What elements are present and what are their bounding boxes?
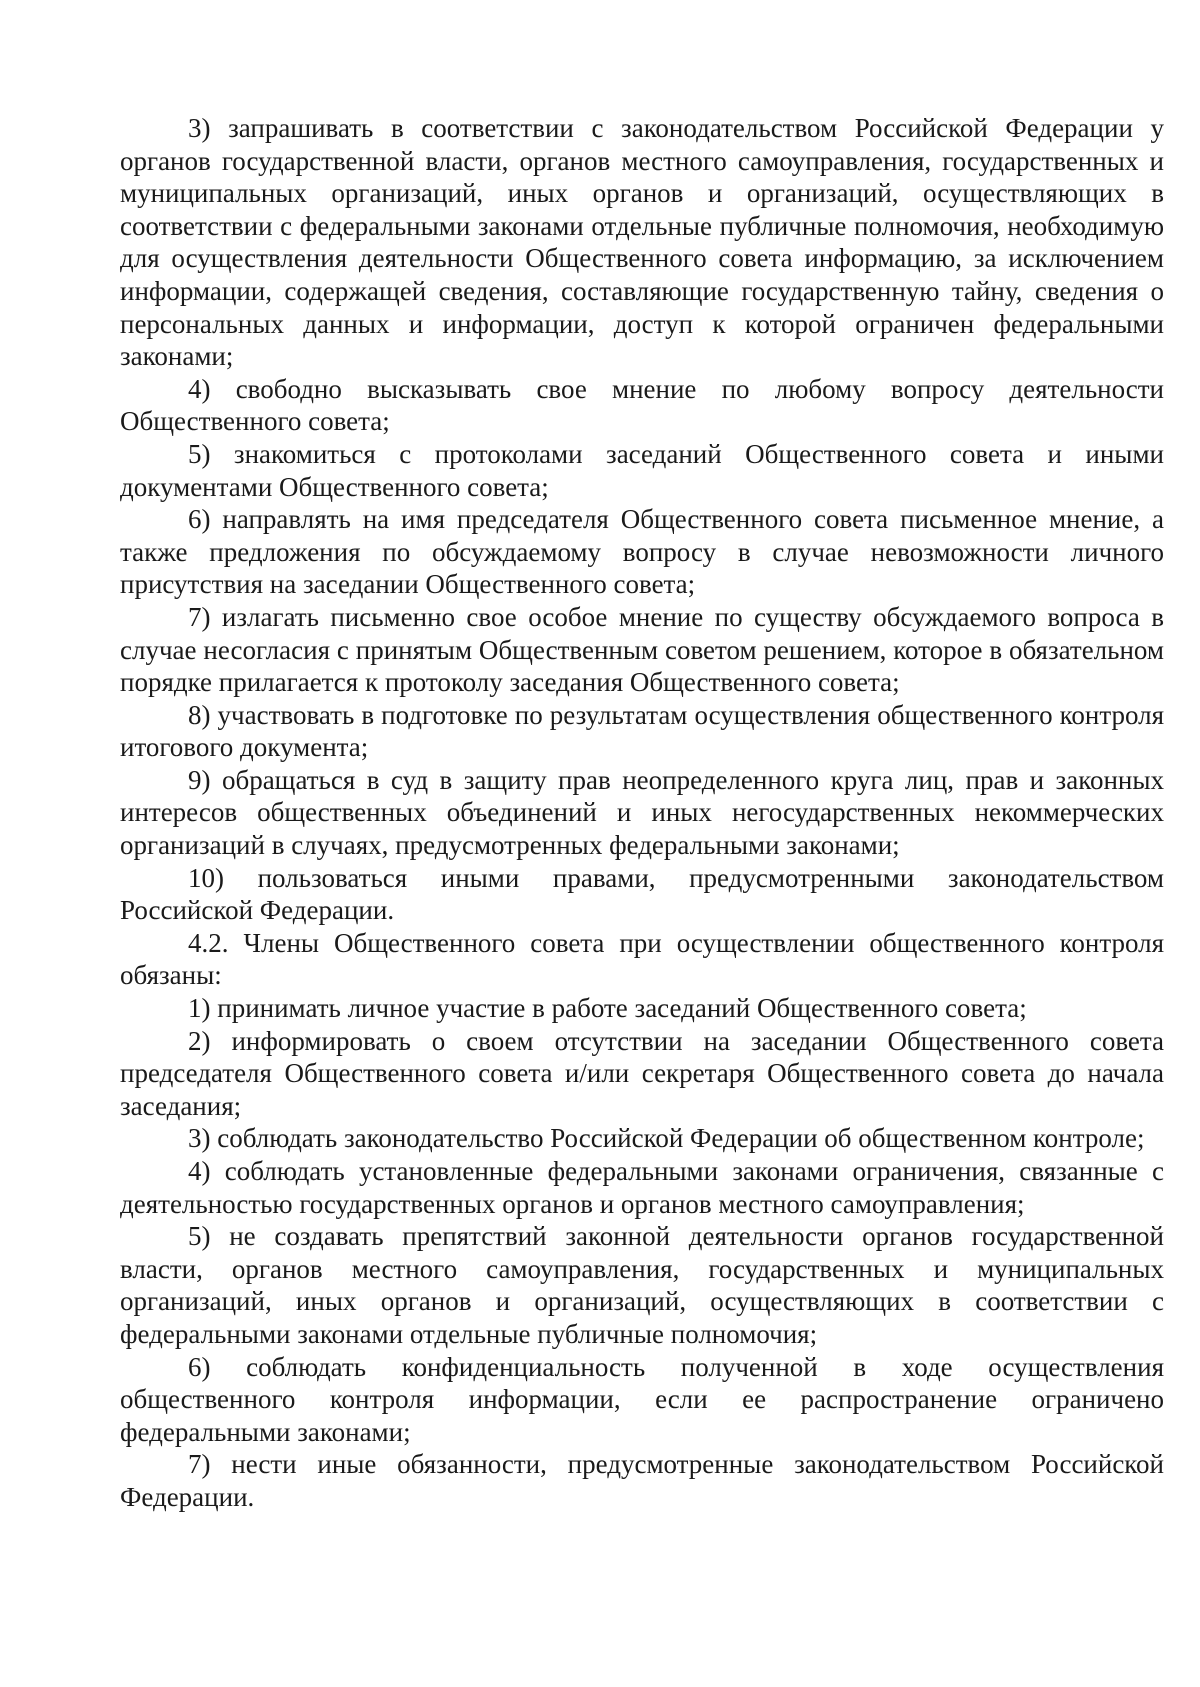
duty-item-6-confidentiality: 6) соблюдать конфиденциальность полученной в ходе осуществления общественного контроля информации, если ее распространение ограничено федеральными законами;	[120, 1351, 1164, 1447]
duty-item-7-other-duties: 7) нести иные обязанности, предусмотренные законодательством Российской Федерации.	[120, 1449, 1164, 1512]
section-4-2-heading: 4.2. Члены Общественного совета при осуществлении общественного контроля обязаны:	[120, 927, 1164, 991]
right-item-3-request-information: 3) запрашивать в соответствии с законодательством Российской Федерации у органов государственной власти, органов местного самоуправления, государственных и муниципальных организаций, иных органов и организаций, осуществляющих в соответствии с федеральными законами отдельные публичные полномочия, необходимую для осуществления деятельности Общественного совета информацию, за исключением информации, содержащей сведения, составляющие государственную тайну, сведения о персональных данных и информации, доступ к которой ограничен федеральными законами;	[120, 113, 1164, 372]
right-item-8-final-document: 8) участвовать в подготовке по результатам осуществления общественного контроля итогового документа;	[120, 699, 1164, 763]
right-item-4-express-opinion: 4) свободно высказывать свое мнение по любому вопросу деятельности Общественного совета;	[120, 373, 1164, 437]
duty-item-3-observe-law: 3) соблюдать законодательство Российской Федерации об общественном контроле;	[188, 1123, 1145, 1154]
right-item-6-send-written-opinion: 6) направлять на имя председателя Общественного совета письменное мнение, а также предложения по обсуждаемому вопросу в случае невозможности личного присутствия на заседании Общественного совета;	[120, 504, 1164, 600]
right-item-5-review-protocols: 5) знакомиться с протоколами заседаний Общественного совета и иными документами Общественного совета;	[120, 438, 1164, 502]
right-item-9-court-appeal: 9) обращаться в суд в защиту прав неопределенного круга лиц, прав и законных интересов общественных объединений и иных негосударственных некоммерческих организаций в случаях, предусмотренных федеральными законами;	[120, 764, 1164, 861]
right-item-10-other-rights: 10) пользоваться иными правами, предусмотренными законодательством Российской Федерации.	[120, 862, 1164, 926]
document-body	[120, 112, 1164, 1514]
duty-item-2-report-absence: 2) информировать о своем отсутствии на заседании Общественного совета председателя Общественного совета и/или секретаря Общественного совета до начала заседания;	[120, 1025, 1164, 1121]
duty-item-4-observe-restrictions: 4) соблюдать установленные федеральными законами ограничения, связанные с деятельностью государственных органов и органов местного самоуправления;	[120, 1156, 1164, 1219]
right-item-7-dissenting-opinion: 7) излагать письменно свое особое мнение по существу обсуждаемого вопроса в случае несогласия с принятым Общественным советом решением, которое в обязательном порядке прилагается к протоколу заседания Общественного совета;	[120, 601, 1164, 698]
duty-item-1-attend-meetings: 1) принимать личное участие в работе заседаний Общественного совета;	[188, 993, 1027, 1024]
duty-item-5-no-obstruction: 5) не создавать препятствий законной деятельности органов государственной власти, органов местного самоуправления, государственных и муниципальных организаций, иных органов и организаций, осуществляющих в соответствии с федеральными законами отдельные публичные полномочия;	[120, 1221, 1164, 1349]
